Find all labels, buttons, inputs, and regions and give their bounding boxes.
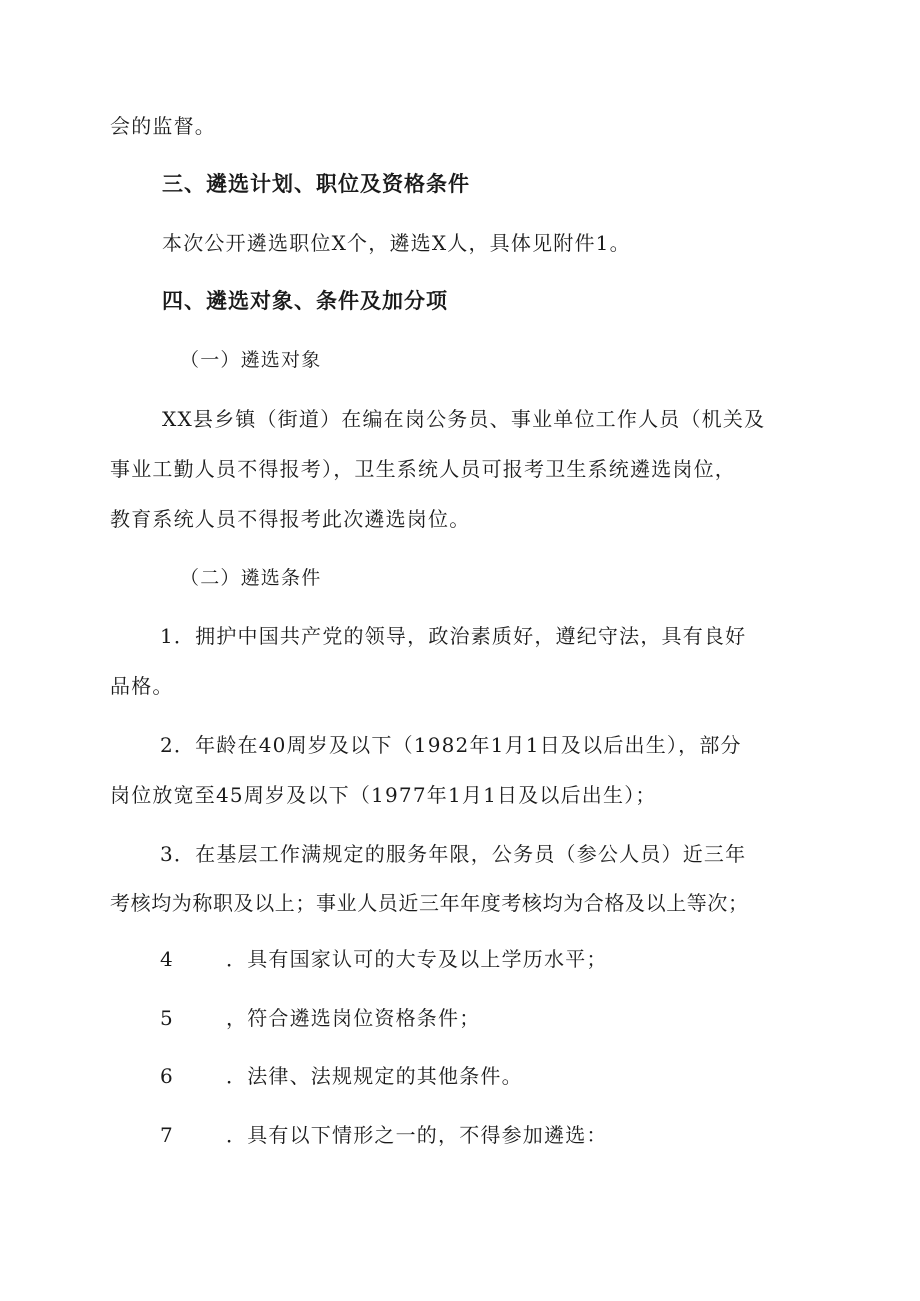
section-heading: 四、遴选对象、条件及加分项 xyxy=(162,289,448,313)
paragraph-line: 3．在基层工作满规定的服务年限，公务员（参公人员）近三年 xyxy=(160,842,747,866)
subsection-heading: （一）遴选对象 xyxy=(180,349,322,371)
paragraph-line: 2．年龄在40周岁及以下（1982年1月1日及以后出生），部分 xyxy=(160,733,742,757)
paragraph-line: 岗位放宽至45周岁及以下（1977年1月1日及以后出生）； xyxy=(110,783,657,807)
paragraph-line: XX县乡镇（街道）在编在岗公务员、事业单位工作人员（机关及 xyxy=(162,407,766,431)
paragraph-line: 考核均为称职及以上；事业人员近三年年度考核均为合格及以上等次； xyxy=(110,891,749,915)
list-item-text: ．具有以下情形之一的，不得参加遴选： xyxy=(226,1123,608,1147)
list-item-number: 4 xyxy=(160,947,174,971)
paragraph-line: 本次公开遴选职位X个，遴选X人，具体见附件1。 xyxy=(162,231,631,255)
list-item xyxy=(160,1062,523,1090)
text-line: 会的监督。 xyxy=(110,114,216,138)
list-item-text: ．法律、法规规定的其他条件。 xyxy=(226,1064,523,1088)
list-item-number: 7 xyxy=(160,1123,174,1147)
list-item-number: 5 xyxy=(160,1006,174,1030)
list-item-number: 6 xyxy=(160,1064,174,1088)
subsection-heading: （二）遴选条件 xyxy=(180,567,322,589)
paragraph-line: 品格。 xyxy=(110,674,174,698)
list-item xyxy=(160,1121,608,1149)
list-item-text: ．具有国家认可的大专及以上学历水平； xyxy=(226,947,608,971)
list-item xyxy=(160,945,608,973)
section-heading: 三、遴选计划、职位及资格条件 xyxy=(162,172,470,196)
list-item xyxy=(160,1004,480,1032)
paragraph-line: 教育系统人员不得报考此次遴选岗位。 xyxy=(110,507,471,531)
paragraph-line: 1．拥护中国共产党的领导，政治素质好，遵纪守法，具有良好 xyxy=(160,624,747,648)
list-item-text: ，符合遴选岗位资格条件； xyxy=(226,1006,481,1030)
paragraph-line: 事业工勤人员不得报考），卫生系统人员可报考卫生系统遴选岗位， xyxy=(110,457,736,481)
